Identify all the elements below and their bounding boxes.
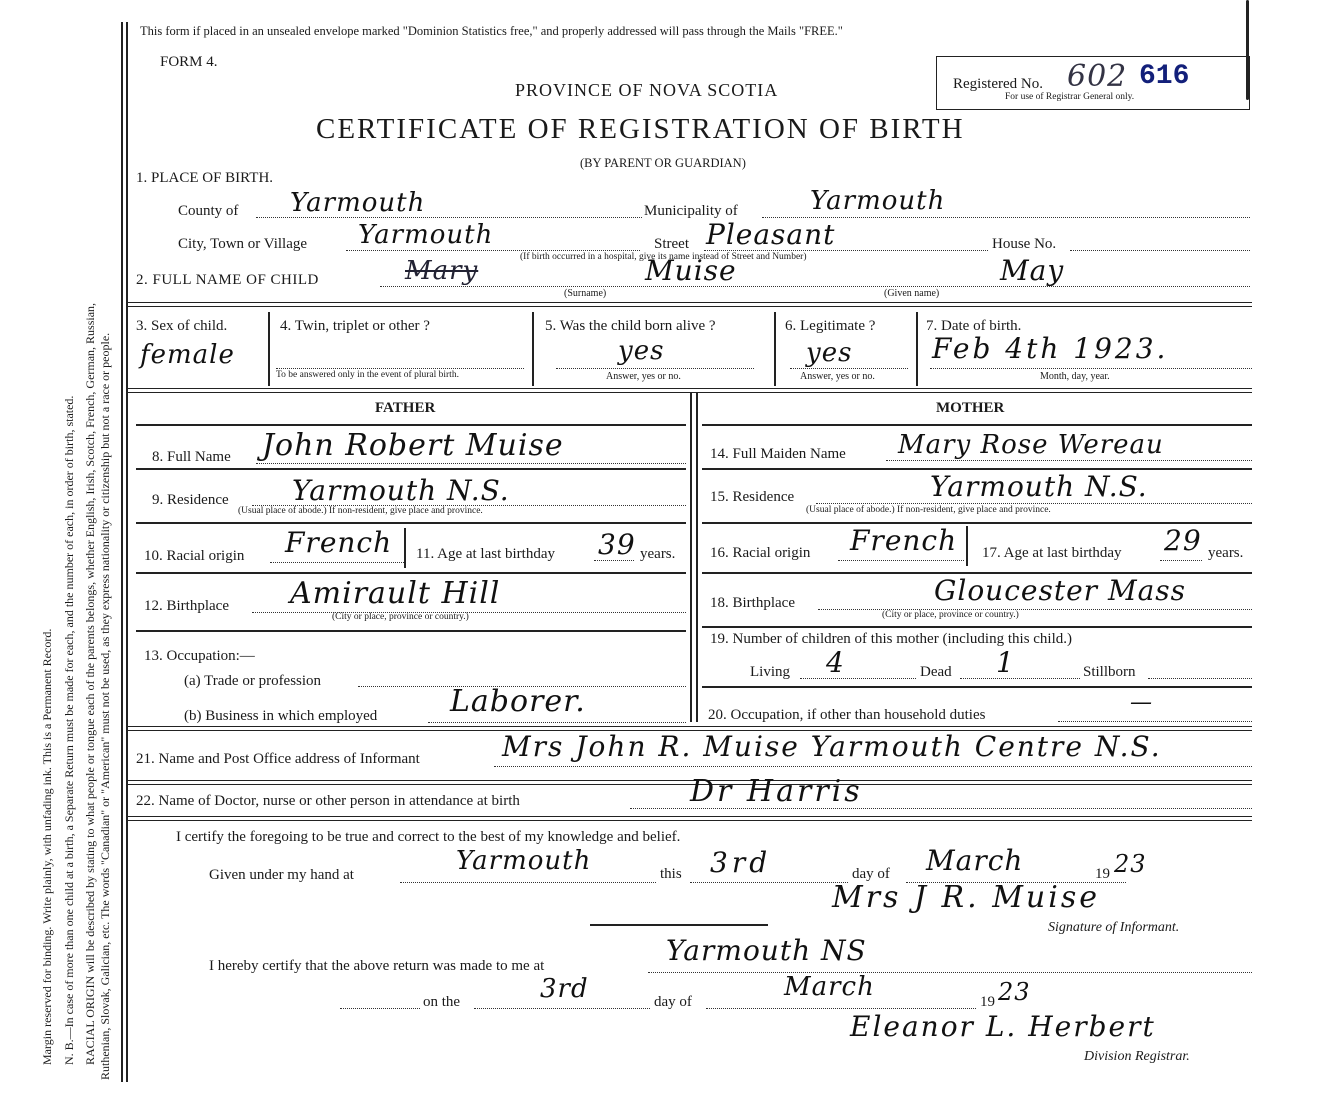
alive-value: yes [618,336,665,366]
registrar-note: For use of Registrar General only. [1005,92,1135,102]
mother-dead-line [960,678,1080,679]
father-birthplace-label: 12. Birthplace [144,598,229,614]
county-value: Yarmouth [290,188,426,218]
mother-age-line [1160,560,1202,561]
dob-caption: Month, day, year. [1040,371,1110,382]
registration-box [936,56,1250,110]
doctor-value: Dr Harris [690,774,863,809]
registered-handwritten: 602 [1067,59,1128,94]
registered-number: 616 [1139,61,1190,92]
father-rule-4 [136,572,686,574]
mother-occupation-line [1058,721,1252,722]
father-rule-2 [136,468,686,470]
mother-stillborn-line [1148,678,1252,679]
given-dayof-label: day of [852,866,890,882]
registrar-month-value: March [784,972,875,1002]
surname-caption: (Surname) [564,288,607,299]
mother-living-value: 4 [826,646,845,679]
child-name-line [380,286,1250,287]
alive-caption: Answer, yes or no. [606,371,681,382]
legitimate-value: yes [806,338,853,368]
alive-label: 5. Was the child born alive ? [545,318,716,334]
row3-sep-4 [916,312,918,386]
father-rule-5 [136,630,686,632]
father-birthplace-line [252,612,686,613]
father-racial-value: French [285,526,393,559]
father-business-label: (b) Business in which employed [184,708,378,724]
city-label: City, Town or Village [178,236,308,252]
mother-rule-1 [702,424,1252,426]
mother-rule-6 [702,686,1252,688]
sex-label: 3. Sex of child. [136,318,228,334]
certify-statement: I certify the foregoing to be true and correct to the best of my knowledge and belief. [176,829,681,845]
registrar-place-value: Yarmouth NS [666,934,867,967]
given-place-line [400,882,656,883]
house-label: House No. [992,236,1057,252]
legitimate-label: 6. Legitimate ? [785,318,876,334]
registrar-on-lead-line [340,1008,420,1009]
mother-rule-5 [702,626,1252,628]
mother-racial-label: 16. Racial origin [710,545,811,561]
given-month-value: March [926,844,1024,877]
mother-living-label: Living [750,664,790,680]
mother-birthplace-label: 18. Birthplace [710,595,795,611]
child-name-struck: Mary [405,256,479,286]
street-label: Street [654,236,689,252]
given-this-label: this [660,866,682,882]
twin-note: To be answered only in the event of plural birth. [276,370,459,380]
father-occupation-label: 13. Occupation:— [144,648,255,664]
form-number: FORM 4. [160,54,218,70]
municipality-value: Yarmouth [810,186,946,216]
county-label: County of [178,203,239,219]
margin-note-nationality: Ruthenian, Slovak, Galician, etc. The words "Canadian" or "American" must not be used, as they express nationality or citizenship but not a race or people. [98,332,112,1080]
given-caption: (Given name) [884,288,940,299]
mail-note: This form if placed in an unsealed envelope marked "Dominion Statistics free," and properly addressed will pass through the Mails "FREE." [140,24,843,38]
municipality-label: Municipality of [644,203,738,219]
mother-residence-label: 15. Residence [710,489,795,505]
mother-residence-value: Yarmouth N.S. [930,470,1148,503]
father-name-line [256,463,686,464]
informant-signature-caption: Signature of Informant. [1048,920,1180,935]
place-heading: 1. PLACE OF BIRTH. [136,170,274,186]
mother-living-line [800,678,916,679]
twin-line [276,368,524,369]
mother-occupation-value: — [1130,690,1153,715]
father-rule-3 [136,522,686,524]
certificate-title: CERTIFICATE OF REGISTRATION OF BIRTH [316,113,965,145]
registrar-on-label: on the [423,994,461,1010]
row3-sep-2 [532,312,534,386]
father-rule-1 [136,424,686,426]
mother-racial-line [838,560,964,561]
twin-label: 4. Twin, triplet or other ? [280,318,430,334]
child-name-label: 2. FULL NAME OF CHILD [136,272,319,288]
certificate-subtitle: (BY PARENT OR GUARDIAN) [580,156,746,170]
father-residence-label: 9. Residence [152,492,229,508]
sex-value: female [140,340,235,370]
given-year-value: 23 [1114,850,1147,878]
mother-name-label: 14. Full Maiden Name [710,446,846,462]
father-name-value: John Robert Muise [262,428,564,463]
registered-label: Registered No. [953,76,1043,92]
margin-note-racial-origin: RACIAL ORIGIN will be described by stating to what people or tongue each of the parents belongs, whether English, Irish, Scotch, French, German, Russian, [83,302,97,1065]
row3-sep-3 [774,312,776,386]
father-birthplace-value: Amirault Hill [290,576,501,611]
father-trade-label: (a) Trade or profession [184,673,322,689]
street-value: Pleasant [706,218,836,251]
informant-line [494,766,1252,767]
father-residence-value: Yarmouth N.S. [292,474,510,507]
mother-stillborn-label: Stillborn [1083,664,1136,680]
given-place-value: Yarmouth [456,846,592,876]
dob-line [930,368,1252,369]
parents-sep-b [696,392,698,722]
mother-heading: MOTHER [936,400,1005,416]
margin-note-binding: Margin reserved for binding. Write plainly, with unfading ink. This is a Permanent Record. [40,628,54,1065]
mother-age-label: 17. Age at last birthday [982,545,1122,561]
legitimate-line [790,368,908,369]
given-day-line [690,882,848,883]
edge-mark [1246,0,1249,100]
dob-value: Feb 4th 1923. [932,332,1169,365]
given-day-value: 3rd [710,846,772,879]
father-birthplace-caption: (City or place, province or country.) [332,612,469,622]
mother-dead-label: Dead [920,664,952,680]
father-business-line [428,722,686,723]
mother-name-line [886,460,1252,461]
father-business-value: Laborer. [450,684,586,719]
mother-birthplace-value: Gloucester Mass [934,574,1187,607]
registrar-day-line [474,1008,650,1009]
registrar-year-value: 23 [998,978,1031,1006]
father-name-label: 8. Full Name [152,449,231,465]
province-heading: PROVINCE OF NOVA SCOTIA [515,80,779,100]
witness-line [590,924,768,926]
margin-note-multiple-births: N. B.—In case of more than one child at a birth, a Separate Return must be made for each, and the number of each, in order of birth, stated. [62,395,76,1065]
child-given-name: May [1000,254,1065,287]
parents-sep-a [690,392,692,722]
mother-age-value: 29 [1164,524,1202,557]
margin-rule [121,22,123,1082]
registrar-place-line [648,972,1252,973]
dob-label: 7. Date of birth. [926,318,1022,334]
father-residence-caption: (Usual place of abode.) If non-resident, give place and province. [238,506,483,516]
informant-signature: Mrs J R. Muise [832,880,1100,915]
father-racial-line [270,562,404,563]
informant-value: Mrs John R. Muise Yarmouth Centre N.S. [502,730,1162,763]
divider-top [128,302,1252,307]
city-value: Yarmouth [358,220,494,250]
mother-birthplace-caption: (City or place, province or country.) [882,610,1019,620]
father-age-unit: years. [640,546,676,562]
informant-label: 21. Name and Post Office address of Informant [136,751,420,767]
father-racial-label: 10. Racial origin [144,548,245,564]
mother-residence-line [816,503,1252,504]
city-line [346,250,640,251]
hospital-note: (If birth occurred in a hospital, give its name instead of Street and Number) [520,252,807,262]
divider-certify [128,816,1252,821]
registrar-signature-caption: Division Registrar. [1084,1049,1190,1064]
father-racial-sep [404,528,406,568]
child-surname: Muise [645,254,737,287]
mother-dead-value: 1 [996,646,1015,679]
registrar-dayof-label: day of [654,994,692,1010]
mother-racial-value: French [850,524,958,557]
registrar-month-line [706,1008,976,1009]
alive-line [556,368,754,369]
house-line [1070,250,1250,251]
legitimate-caption: Answer, yes or no. [800,371,875,382]
row3-sep-1 [268,312,270,386]
given-label: Given under my hand at [209,867,354,883]
mother-children-label: 19. Number of children of this mother (including this child.) [710,631,1073,647]
registrar-statement: I hereby certify that the above return was made to me at [209,958,545,974]
father-heading: FATHER [375,400,436,416]
mother-residence-caption: (Usual place of abode.) If non-resident, give place and province. [806,505,1051,515]
mother-age-unit: years. [1208,545,1244,561]
doctor-label: 22. Name of Doctor, nurse or other person in attendance at birth [136,793,520,809]
registrar-signature: Eleanor L. Herbert [850,1010,1156,1043]
registrar-year-printed: 19 [980,994,995,1010]
margin-rule-inner [126,22,128,1082]
mother-name-value: Mary Rose Wereau [898,430,1164,460]
given-year-printed: 19 [1095,866,1110,882]
mother-racial-sep [966,526,968,566]
registrar-day-value: 3rd [540,974,589,1004]
father-age-label: 11. Age at last birthday [416,546,555,562]
mother-occupation-label: 20. Occupation, if other than household duties [708,707,986,723]
father-age-value: 39 [598,528,636,561]
